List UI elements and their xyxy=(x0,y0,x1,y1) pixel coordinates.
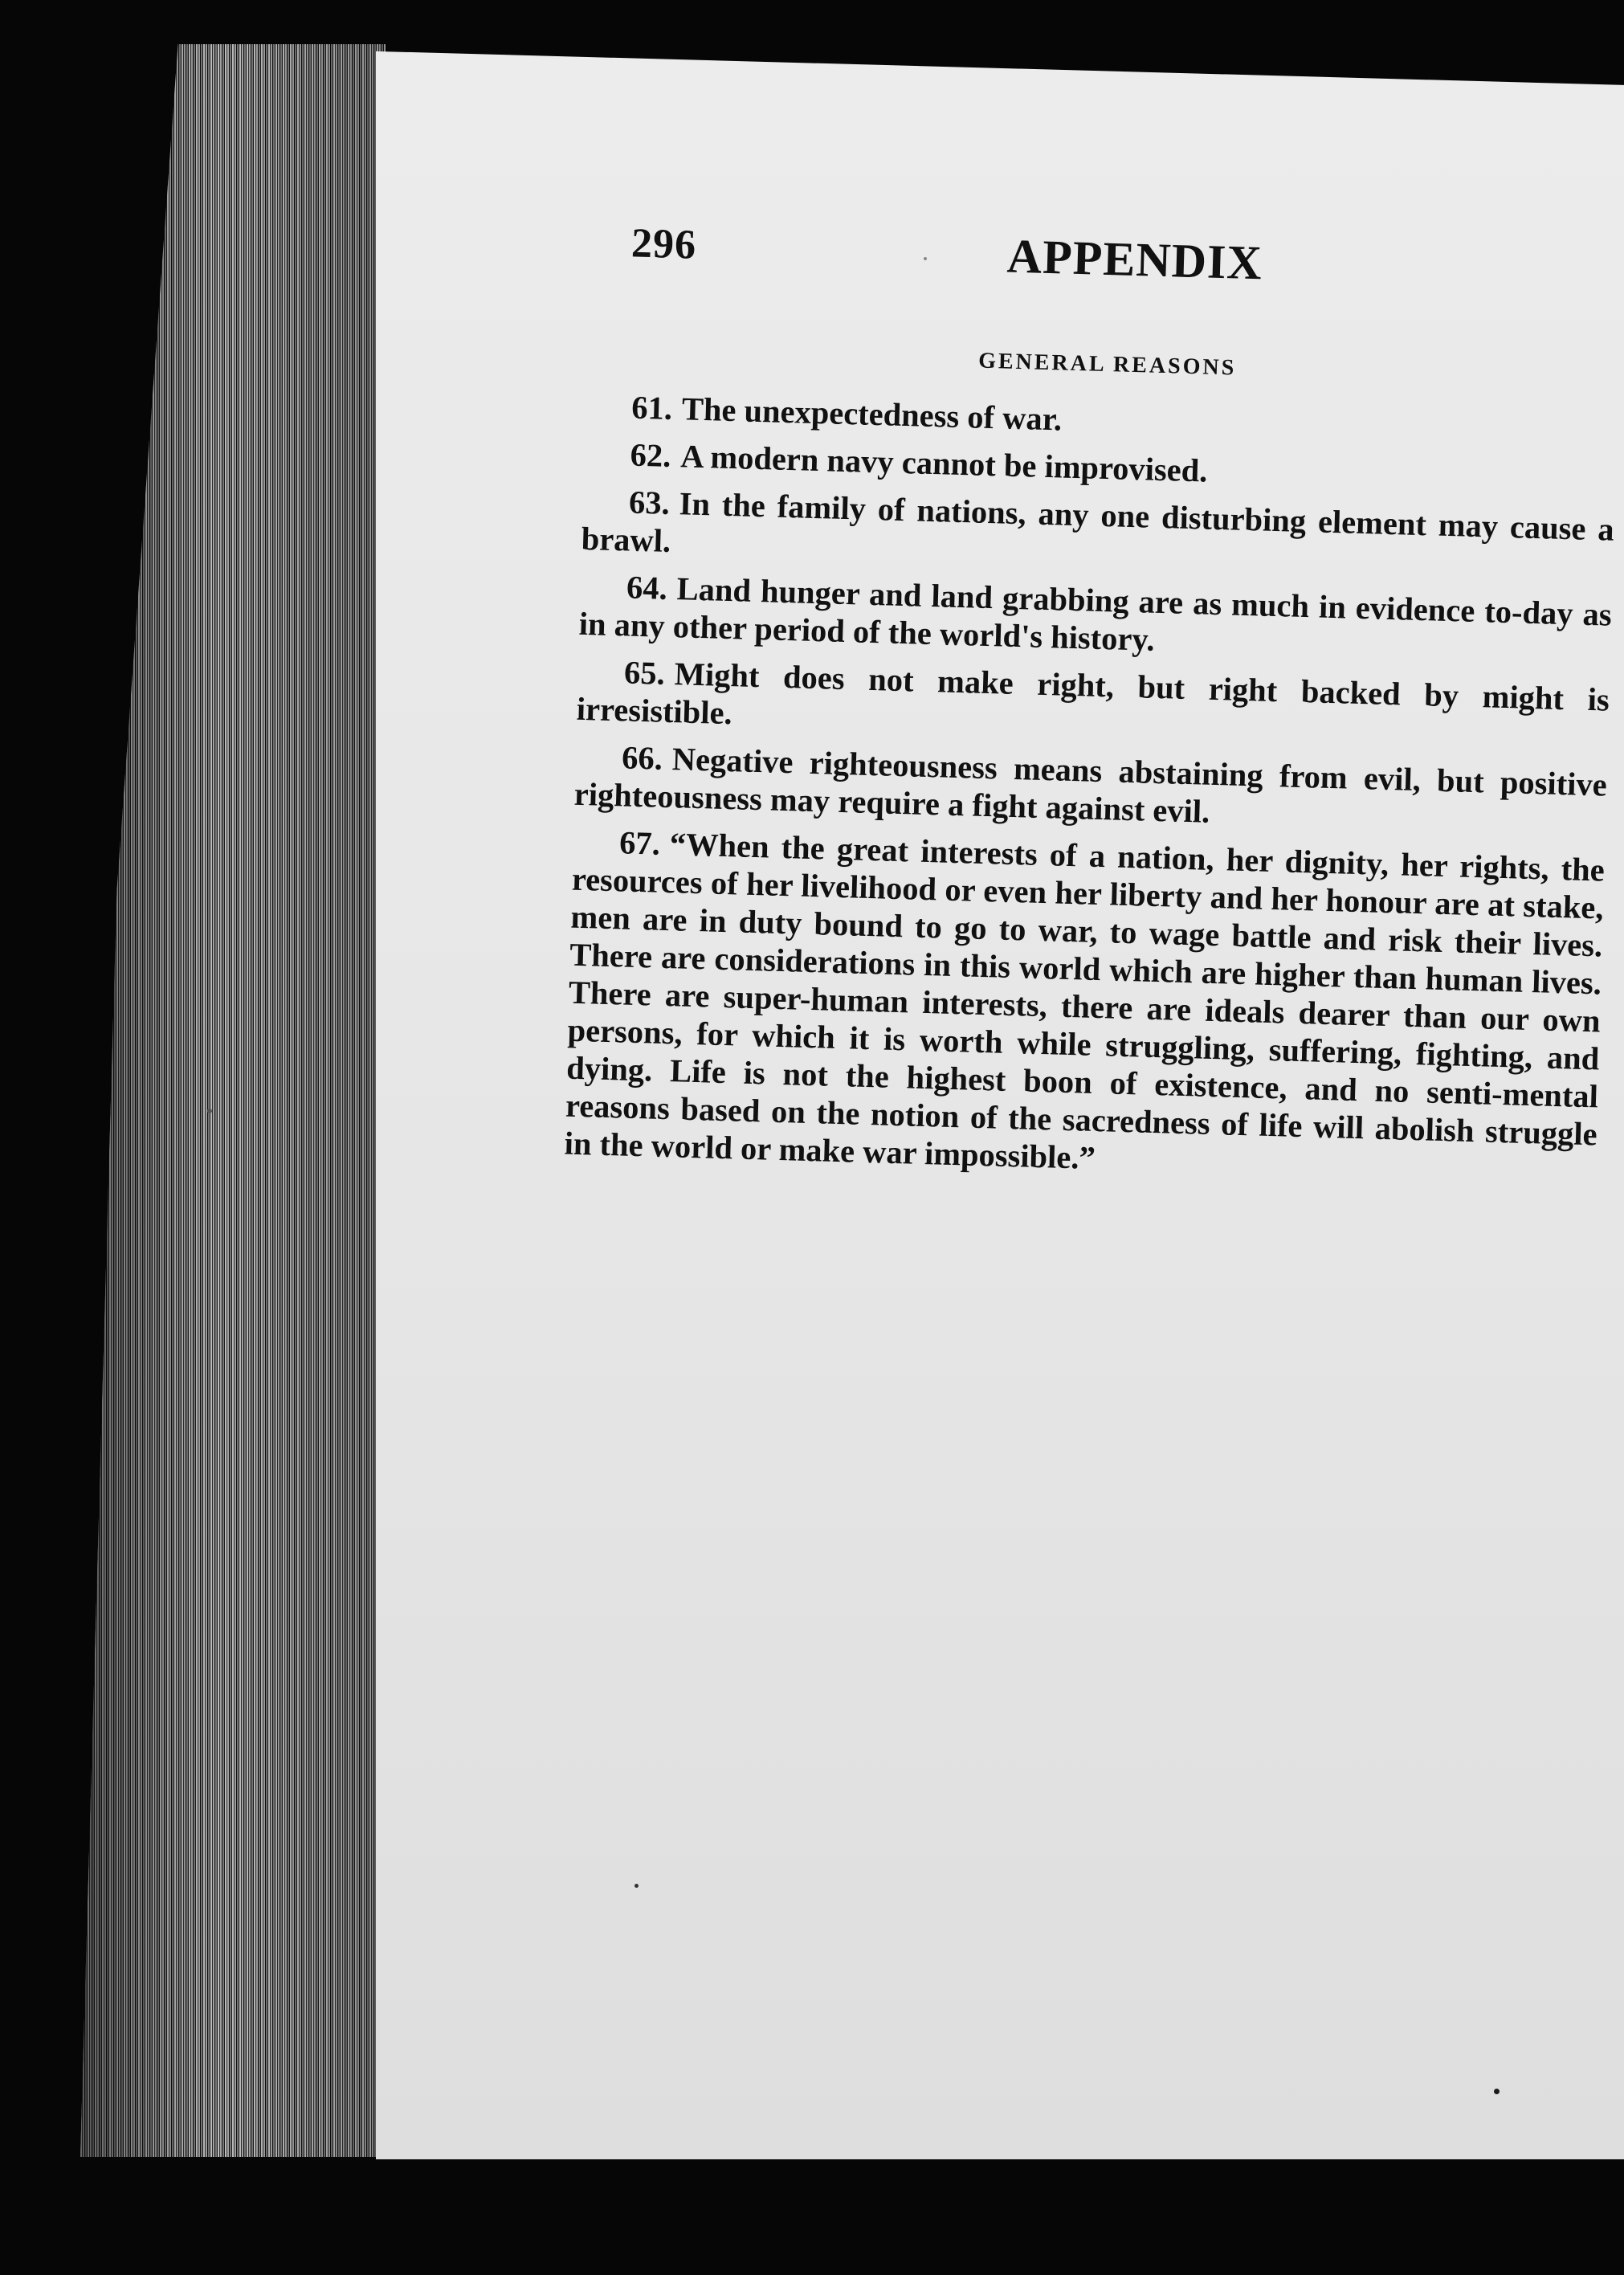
item-number: 66. xyxy=(621,739,663,777)
page-number: 296 xyxy=(630,220,697,268)
ink-speck xyxy=(924,257,927,260)
ink-speck xyxy=(635,1884,639,1888)
list-item xyxy=(578,567,1612,672)
item-number: 62. xyxy=(630,436,671,474)
ink-speck xyxy=(207,1109,212,1113)
item-text: A modern navy cannot be improvised. xyxy=(679,438,1209,489)
item-text: The unexpectedness of war. xyxy=(681,390,1063,438)
item-number: 67. xyxy=(618,824,661,862)
item-text: Might does not make right, but right backed by might is irresistible. xyxy=(576,656,1610,732)
list-item xyxy=(576,652,1610,757)
list-item xyxy=(564,823,1605,1191)
page-edges-shadow xyxy=(80,44,386,2157)
item-text: Land hunger and land grabbing are as much in evidence to-day as in any other period of the world's history. xyxy=(578,570,1613,658)
item-number: 64. xyxy=(626,569,668,607)
item-number: 63. xyxy=(628,484,671,521)
item-number: 65. xyxy=(623,654,666,692)
item-text: “When the great interests of a nation, her dignity, her rights, the resources of her livelihood or even her liberty and her honour are at stake, men are in duty bound to go to war, to wage battle and risk their lives. There are considerations in this world which are higher than human lives. There are super-human interests, there are ideals dearer than our own persons, for which it is worth while struggling, suffering, fighting, and dying. Life is not the highest boon of existence, and no senti-mental reasons based on the notion of the sacredness of life will abolish struggle in the world or make war impossible.” xyxy=(564,826,1606,1177)
item-text: In the family of nations, any one disturbing element may cause a brawl. xyxy=(581,485,1615,559)
section-heading: GENERAL REASONS xyxy=(977,348,1237,381)
item-number: 61. xyxy=(630,389,673,427)
running-head: APPENDIX xyxy=(1006,229,1263,290)
numbered-list xyxy=(564,387,1618,1200)
ink-speck xyxy=(1494,2089,1500,2094)
item-text: Negative righteousness means abstaining from evil, but positive righteousness may require a fight against evil. xyxy=(573,741,1608,830)
